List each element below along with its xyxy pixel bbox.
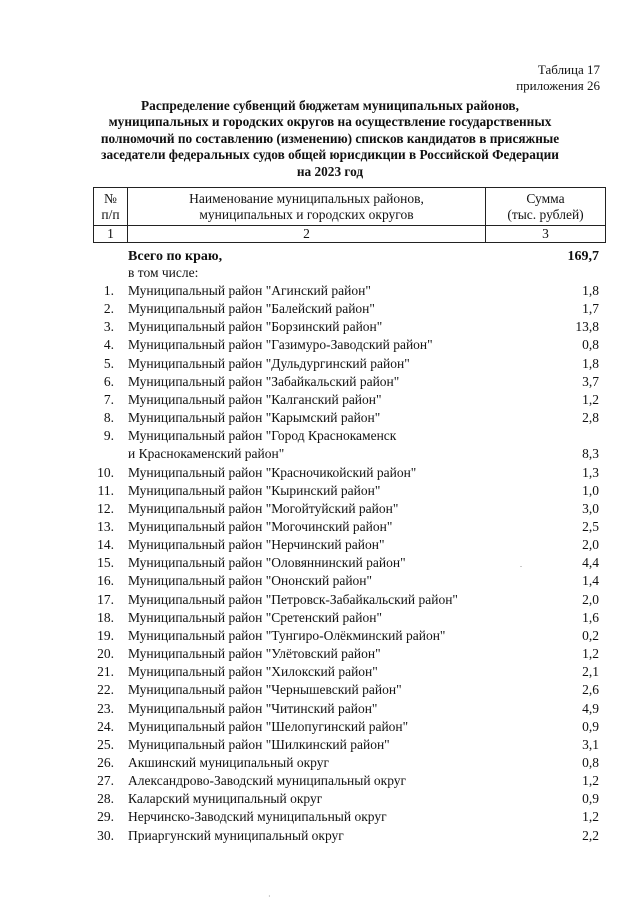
row-name: Муниципальный район "Сретенский район" [128, 609, 382, 625]
row-name: Муниципальный район "Агинский район" [128, 283, 371, 298]
title-line: заседатели федеральных судов общей юрисдикции в Российской Федерации [101, 147, 559, 163]
row-value: 0,8 [582, 754, 599, 770]
row-name: Муниципальный район "Калганский район" [128, 391, 382, 407]
row-name: Муниципальный район "Могочинский район" [128, 519, 393, 534]
row-value: 1,8 [582, 355, 599, 371]
row-number: 18. [97, 609, 114, 625]
table-row [93, 663, 606, 681]
row-value: 1,2 [582, 809, 599, 825]
row-name: Каларский муниципальный округ [128, 791, 323, 807]
row-value: 1,0 [582, 482, 599, 498]
table-row [93, 282, 606, 300]
row-number: 22. [97, 682, 114, 698]
table-row [93, 808, 606, 826]
table-row [93, 318, 606, 336]
row-name: Муниципальный район "Дульдургинский район" [128, 355, 410, 371]
title-line: муниципальных и городских округов на осуществление государственных [108, 114, 552, 130]
row-number: 21. [97, 664, 114, 680]
row-name: Муниципальный район "Борзинский район" [128, 319, 383, 335]
row-name: и Краснокаменский район" [128, 446, 285, 462]
scan-speck: . [520, 560, 522, 569]
row-name: Муниципальный район "Забайкальский район" [128, 373, 400, 389]
table-row [93, 373, 606, 391]
header-number-cell: № п/п [94, 188, 128, 226]
row-value: 2,2 [582, 827, 599, 843]
row-value: 1,6 [582, 609, 599, 625]
title-line: Распределение субвенций бюджетам муниципальных районов, [141, 98, 519, 113]
row-name: Нерчинско-Заводский муниципальный округ [128, 809, 387, 825]
row-value: 3,1 [582, 736, 599, 752]
table-row [93, 536, 606, 554]
row-number: 4. [103, 337, 114, 353]
table-row [93, 827, 606, 845]
row-name: Муниципальный район "Красночикойский район" [128, 464, 417, 480]
row-number: 25. [97, 736, 114, 752]
row-name: Муниципальный район "Чернышевский район" [128, 682, 402, 698]
scan-speck: · [268, 892, 271, 901]
row-number: 30. [97, 827, 114, 843]
table-row [93, 518, 606, 536]
row-number: 14. [97, 537, 114, 553]
row-name: Муниципальный район "Карымский район" [128, 410, 381, 425]
row-number: 28. [97, 791, 114, 807]
table-row [93, 336, 606, 354]
table-row [93, 736, 606, 754]
table-row [93, 500, 606, 518]
row-value: 0,9 [582, 718, 599, 734]
table-row [93, 572, 606, 590]
table-row [93, 790, 606, 808]
row-value: 1,2 [582, 391, 599, 407]
title-line: полномочий по составлению (изменению) списков кандидатов в присяжные [100, 130, 560, 146]
table-row [93, 591, 606, 609]
row-name: Муниципальный район "Балейский район" [128, 301, 375, 317]
table-row [93, 464, 606, 482]
table-row [93, 409, 606, 427]
table-row [93, 645, 606, 663]
table-row [93, 482, 606, 500]
row-value: 2,1 [582, 664, 599, 680]
table-row [93, 391, 606, 409]
total-sublabel-row [93, 264, 606, 281]
row-number: 9. [103, 428, 114, 444]
row-value: 2,0 [582, 537, 599, 553]
row-value: 8,3 [582, 446, 599, 462]
table-row [93, 718, 606, 736]
row-name: Муниципальный район "Кыринский район" [128, 482, 381, 498]
row-value: 13,8 [575, 319, 599, 335]
title-line: на 2023 год [296, 163, 364, 179]
row-number: 26. [97, 754, 114, 770]
row-value: 4,4 [582, 555, 599, 571]
row-name: Муниципальный район "Улётовский район" [128, 646, 381, 661]
header-sum-cell: Сумма (тыс. рублей) [486, 188, 606, 226]
row-value: 2,8 [582, 410, 599, 425]
table-row [93, 700, 606, 718]
table-reference [516, 62, 600, 94]
table-label: Таблица 17 [537, 62, 600, 77]
table-row [93, 681, 606, 699]
row-number: 11. [97, 482, 114, 498]
table-row [93, 355, 606, 373]
column-number-3: 3 [486, 226, 606, 243]
row-value: 1,3 [582, 464, 599, 480]
total-row [93, 248, 606, 265]
table-row [93, 772, 606, 790]
row-name: Муниципальный район "Могойтуйский район" [128, 500, 399, 516]
table-row [93, 300, 606, 318]
row-name: Муниципальный район "Ононский район" [128, 573, 373, 589]
row-number: 19. [97, 627, 114, 643]
row-value: 1,2 [582, 646, 599, 661]
row-name: Александрово-Заводский муниципальный округ [128, 773, 407, 788]
row-number: 7. [103, 391, 114, 407]
column-number-2: 2 [128, 226, 486, 243]
row-number: 17. [97, 591, 114, 607]
row-number: 24. [97, 718, 114, 734]
table-row [93, 754, 606, 772]
row-number: 23. [97, 700, 114, 716]
row-name: Муниципальный район "Газимуро-Заводский район" [128, 337, 433, 353]
document-title [85, 98, 575, 180]
column-number-1: 1 [94, 226, 128, 243]
row-number: 5. [103, 355, 114, 371]
header-name-cell: Наименование муниципальных районов, муниципальных и городских округов [128, 188, 486, 226]
table-row [93, 609, 606, 627]
row-value: 3,0 [582, 500, 599, 516]
row-value: 3,7 [582, 373, 599, 389]
row-value: 2,6 [582, 682, 599, 698]
row-value: 1,2 [582, 773, 599, 788]
row-name: Приаргунский муниципальный округ [128, 827, 344, 843]
total-sublabel: в том числе: [128, 265, 199, 280]
row-number: 29. [97, 809, 114, 825]
row-value: 2,0 [582, 591, 599, 607]
row-number: 13. [97, 519, 114, 534]
row-value: 0,2 [582, 627, 599, 643]
table-row [93, 554, 606, 572]
row-value: 1,4 [582, 573, 599, 589]
total-value: 169,7 [567, 249, 599, 264]
row-value: 2,5 [582, 519, 599, 534]
row-name: Муниципальный район "Город Краснокаменск [128, 428, 397, 444]
row-name: Акшинский муниципальный округ [128, 754, 330, 770]
row-value: 4,9 [582, 700, 599, 716]
row-number: 3. [103, 319, 114, 335]
row-name: Муниципальный район "Шелопугинский район" [128, 718, 409, 734]
row-name: Муниципальный район "Хилокский район" [128, 664, 378, 680]
total-label: Всего по краю, [128, 249, 223, 264]
table-row [93, 627, 606, 645]
row-number: 1. [103, 283, 114, 298]
row-number: 27. [97, 773, 114, 788]
row-name: Муниципальный район "Тунгиро-Олёкминский район" [128, 627, 446, 643]
row-number: 10. [97, 464, 114, 480]
row-value: 0,8 [582, 337, 599, 353]
row-value: 1,7 [582, 301, 599, 317]
row-name: Муниципальный район "Оловяннинский район" [128, 555, 406, 571]
row-number: 2. [103, 301, 114, 317]
row-number: 16. [97, 573, 114, 589]
row-value: 1,8 [582, 283, 599, 298]
row-number: 12. [97, 500, 114, 516]
annex-label: приложения 26 [516, 78, 600, 93]
row-name: Муниципальный район "Шилкинский район" [128, 736, 390, 752]
row-number: 20. [97, 646, 114, 661]
row-name: Муниципальный район "Петровск-Забайкальский район" [128, 591, 458, 607]
row-number: 6. [103, 373, 114, 389]
row-number: 15. [97, 555, 114, 571]
row-value: 0,9 [582, 791, 599, 807]
table-header [93, 187, 606, 243]
table-row [93, 427, 606, 463]
row-name: Муниципальный район "Нерчинский район" [128, 537, 385, 553]
row-name: Муниципальный район "Читинский район" [128, 700, 378, 716]
row-number: 8. [103, 410, 114, 425]
